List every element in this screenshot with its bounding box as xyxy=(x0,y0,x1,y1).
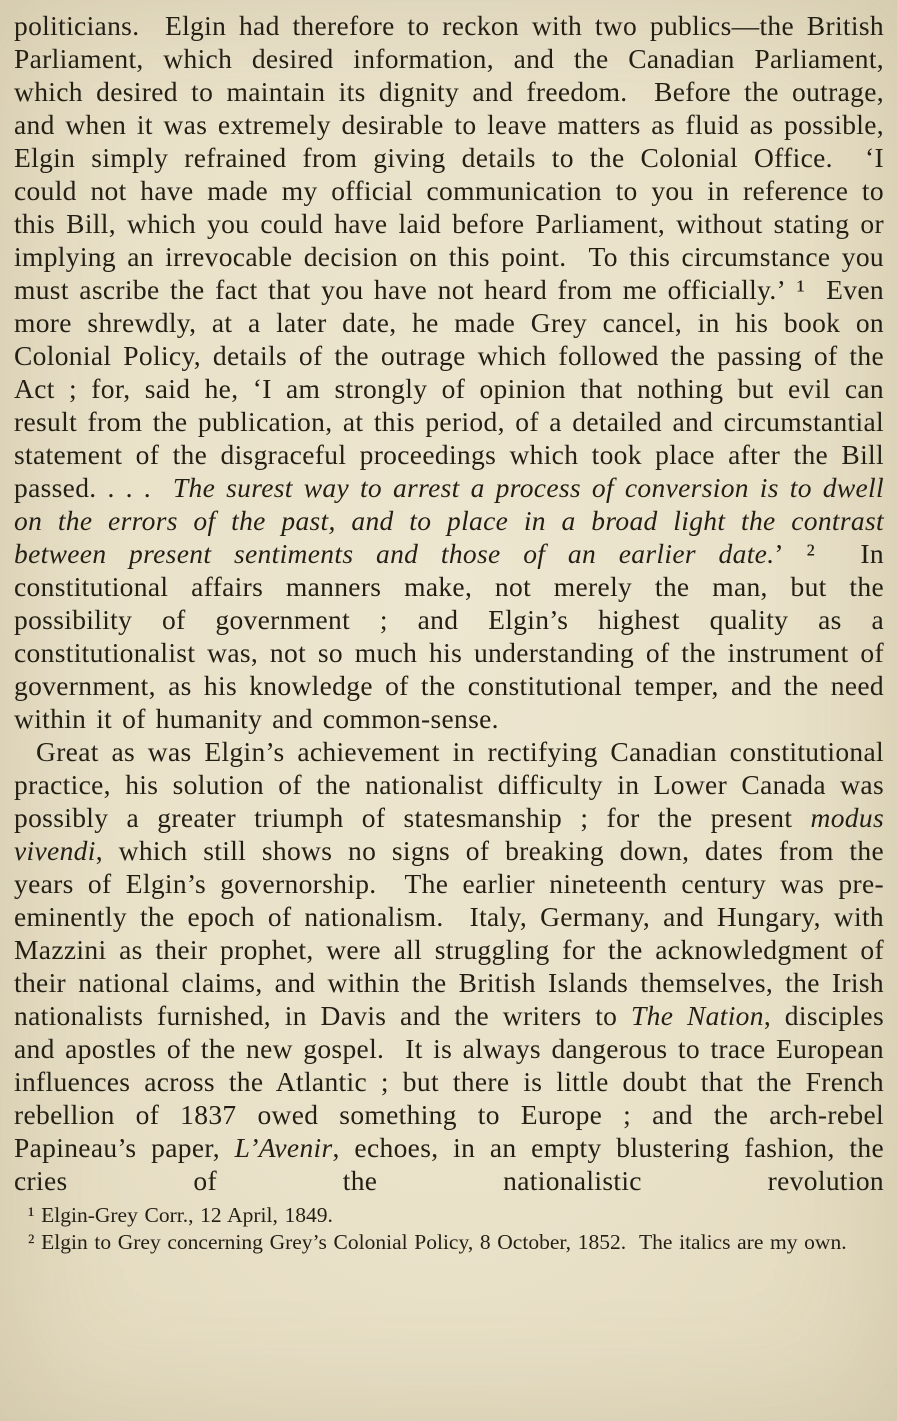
italic-text-segment: The surest way to arrest a process of conversion is to dwell on the errors of the past, and to place in a broad light the contrast between present sentiments and those of an earlier date. xyxy=(14,472,894,569)
italic-text-segment: modus vivendi xyxy=(14,802,894,866)
text-segment: ’ ² In constitutional affairs manners make, not merely the man, but the possibility of government ; and Elgin’s highest quality as a constitutionalist was, not so much his understanding of the instrument of government, as his knowledge of the constitutional temper, and the need within it of humanity and common-sense. xyxy=(14,538,894,734)
page-text xyxy=(14,9,894,1197)
text-segment: ² Elgin to Grey concerning Grey’s Colonial Policy, 8 October, 1852. The italics are my own. xyxy=(28,1230,847,1254)
text-segment: politicians. Elgin had therefore to reckon with two publics—the British Parliament, which desired information, and the Canadian Parliament, which desired to maintain its dignity and freedom. Before the outrage, and when it was extremely desirable to leave matters as fluid as possible, Elgin simply refrained from giving details to the Colonial Office. ‘I could not have made my official communication to you in reference to this Bill, which you could have laid before Parliament, without stating or implying an irrevocable decision on this point. To this circumstance you must ascribe the fact that you have not heard from me officially.’ ¹ Even more shrewdly, at a later date, he made Grey cancel, in his book on Colonial Policy, details of the outrage which followed the passing of the Act ; for, said he, ‘I am strongly of opinion that nothing but evil can result from the publication, at this period, of a detailed and circumstantial statement of the disgraceful proceedings which took place after the Bill passed. . . . xyxy=(14,10,894,503)
paragraph xyxy=(14,9,894,735)
italic-text-segment: The Nation xyxy=(631,1000,764,1031)
footnotes xyxy=(14,1202,884,1256)
footnote xyxy=(14,1229,884,1256)
footnote xyxy=(14,1202,884,1229)
text-segment: , disciples and apostles of the new gospel. It is always dangerous to trace European influences across the Atlantic ; but there is little doubt that the French rebellion of 1837 owed something to Europe ; and the arch-rebel Papineau’s paper, xyxy=(14,1000,894,1163)
text-segment: , which still shows no signs of breaking down, dates from the years of Elgin’s governorship. The earlier nineteenth century was pre-eminently the epoch of nationalism. Italy, Germany, and Hungary, with Mazzini as their prophet, were all struggling for the acknowledgment of their national claims, and within the British Islands themselves, the Irish nationalists furnished, in Davis and the writers to xyxy=(14,835,894,1031)
text-segment: , echoes, in an empty blustering fashion, the cries of the nationalistic revolution xyxy=(14,1132,894,1196)
text-segment: ¹ Elgin-Grey Corr., 12 April, 1849. xyxy=(28,1203,333,1227)
text-segment: Great as was Elgin’s achievement in rectifying Canadian constitutional practice, his solution of the nationalist difficulty in Lower Canada was possibly a greater triumph of statesmanship ; for the present xyxy=(14,736,894,833)
italic-text-segment: L’Avenir xyxy=(234,1132,333,1163)
paragraph xyxy=(14,735,894,1197)
